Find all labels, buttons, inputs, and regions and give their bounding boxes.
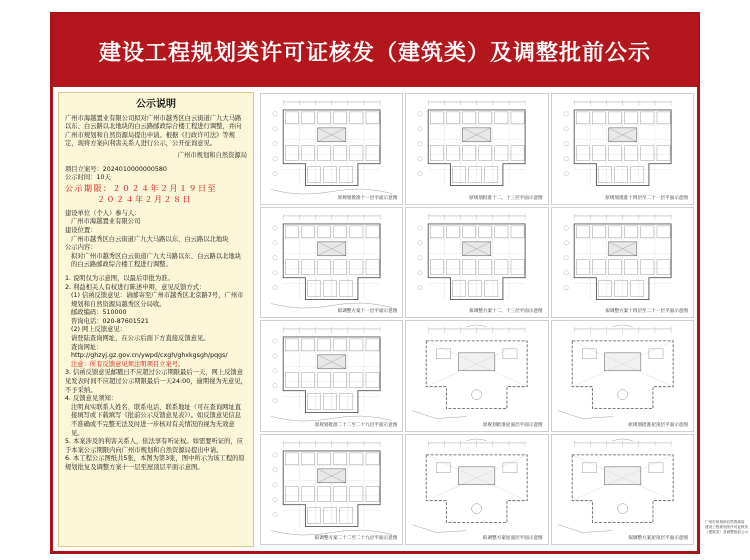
deadline-end: ２０２４年２月２８日 xyxy=(97,194,192,204)
floor-plan-drawing xyxy=(261,321,402,431)
floor-plan-drawing xyxy=(552,435,693,545)
plan-caption: 原规划批准二十二至二十九层平面示意图 xyxy=(314,422,398,428)
floor-plan-drawing xyxy=(261,435,402,545)
floor-plan xyxy=(405,434,548,546)
notice-item: 咨询电话：020-87601521 xyxy=(71,317,149,325)
floor-plan xyxy=(551,93,694,205)
floor-plan xyxy=(260,434,403,546)
side-note: 广州市规划和自然资源局 建设工程规划类许可证核发（建筑类）及调整批前公示 xyxy=(705,520,749,534)
notice-board xyxy=(50,12,700,554)
plan-caption: 拟调整方案屋面层平面示意图 xyxy=(482,536,543,541)
notice-heading: 公示说明 xyxy=(136,99,176,110)
floor-plan xyxy=(551,320,694,432)
floor-plan-drawing xyxy=(406,208,547,318)
query-url[interactable]: http://ghzyj.gz.gov.cn/ywpd/cxgh/ghxkgsgh/pqgs/ xyxy=(71,352,228,360)
notice-item: 6. 本工程公示图纸共5张，本图为第3张，图中所示为该工程的原规划批复及调整方案十一层至屋顶层平面示意图。 xyxy=(65,455,245,471)
location: 广州市越秀区白云街道广九大马路以东、白云路以北地块 xyxy=(71,235,229,243)
period-label: 公示时间： xyxy=(65,174,97,182)
plan-caption: 原规划批准十二、十三层平面示意图 xyxy=(469,195,543,201)
floor-plan-drawing xyxy=(406,435,547,545)
floor-plan-drawing xyxy=(406,321,547,431)
location-label: 建设位置： xyxy=(65,226,97,234)
plan-caption: 拟调整方案十四层至二十一层平面示意图 xyxy=(605,309,688,314)
drawing-grid xyxy=(260,93,694,545)
floor-plan-drawing xyxy=(261,208,402,318)
deadline-start: ２０２４年２月１９日至 xyxy=(112,183,217,193)
notice-item: 查询网址： xyxy=(71,343,103,351)
floor-plan-drawing xyxy=(406,94,547,204)
plan-caption: 原规划批准十四层至二十一层平面示意图 xyxy=(605,195,688,201)
notice-item: (2) 网上反馈意见： xyxy=(71,326,126,334)
notice-item: (1) 信函反馈意见：请邮寄至广州市越秀区北京路7号，广州市规划和自然资源局越秀区分局收。 xyxy=(71,292,244,308)
plan-caption: 原规划批准十一层平面示意图 xyxy=(337,195,398,201)
plan-caption: 拟调整方案屋顶层平面示意图 xyxy=(628,536,688,541)
floor-plan xyxy=(551,434,694,546)
floor-plan xyxy=(260,320,403,432)
floor-plan xyxy=(260,207,403,319)
page-title: 建设工程规划类许可证核发（建筑类）及调整批前公示 xyxy=(53,15,697,87)
floor-plan xyxy=(405,93,548,205)
floor-plan xyxy=(260,93,403,205)
notice-item: 请登陆查询网址，在公示后面下方直接反馈意见。 xyxy=(71,335,210,343)
notice-item: 5. 本案涉及的利害关系人，依法享有听证权。如需要听证的，应于本案公示期限内向广州市规划和自然资源局提出申请。 xyxy=(65,438,244,454)
notice-panel xyxy=(58,92,254,547)
floor-plan xyxy=(405,207,548,319)
notice-item: 邮政编码：510000 xyxy=(71,309,127,317)
plan-caption: 拟调整方案二十二至二十九层平面示意图 xyxy=(314,536,398,541)
plan-caption: 原规划批准屋顶层平面示意图 xyxy=(628,422,688,428)
notice-item: 注明真实联系人姓名、联系电话、联系地址（可在查询网址直接填写或下载填写《批前公示反馈意见表》）。如反馈意见信息不准确或不完整无法及时进一步核对有关情况的视为无效意见。 xyxy=(71,403,242,437)
floor-plan-drawing xyxy=(261,94,402,204)
notice-item: 1. 说明仅为示意图，以最后审批为准。 xyxy=(65,274,174,282)
plan-caption: 原规划批准屋面层平面示意图 xyxy=(482,422,543,428)
notice-item: 3. 信函反馈意见邮戳日不应超过公示期限最后一天，网上反馈意见发表时间不应超过公示期限最后一天24:00，逾期视为无意见，不予采纳。 xyxy=(65,369,247,394)
notice-intro: 广州市海越置业有限公司拟对广州市越秀区白云街道广九大马路以东、白云路以北地块的白云路邮政综合楼工程进行调整，并向广州市规划和自然资源局提出申请。根据《行政许可法》等规定，现将方案向利害关系人进行公示，公开征询意见。 xyxy=(65,114,242,148)
project-no-label: 项目立案号： xyxy=(65,165,103,173)
floor-plan-drawing xyxy=(552,94,693,204)
notice-items xyxy=(65,275,247,473)
applicant-block xyxy=(65,210,247,270)
floor-plan xyxy=(551,207,694,319)
applicant-label: 建设单位（个人）参与人： xyxy=(65,209,141,217)
project-info xyxy=(65,166,247,205)
notice-warning: 注意：所有反馈意见须注明项目立案号。 xyxy=(71,360,185,368)
content-label: 公示内容： xyxy=(65,244,97,252)
floor-plan-drawing xyxy=(552,208,693,318)
notice-item: 2. 利益相关人有权进行陈述申辩，意见反馈方式： xyxy=(65,283,206,291)
applicant: 广州市海越置业有限公司 xyxy=(71,218,141,226)
floor-plan xyxy=(405,320,548,432)
floor-plan-drawing xyxy=(552,321,693,431)
plan-caption: 拟调整方案十一层平面示意图 xyxy=(337,309,398,314)
deadline-label: 公示期限： xyxy=(65,183,113,193)
plan-caption: 拟调整方案十二、十三层平面示意图 xyxy=(469,309,543,314)
notice-signer: 广州市规划和自然资源局 xyxy=(177,151,247,159)
project-no: 2024010000000580 xyxy=(102,165,167,173)
period: 10天 xyxy=(96,174,111,182)
content: 拟对广州市越秀区白云街道广九大马路以东、白云路以北地块的白云路邮政综合楼工程进行调整。 xyxy=(71,252,242,269)
notice-item: 4. 反馈意见须知： xyxy=(65,395,118,403)
